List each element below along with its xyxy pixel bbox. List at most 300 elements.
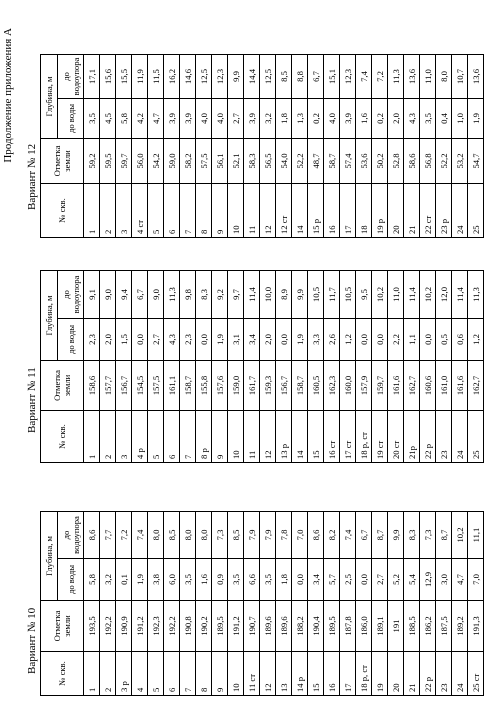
cell-to-aquitard: 7,4 (340, 512, 356, 559)
cell-elevation: 191 (388, 601, 404, 652)
cell-elevation: 59,7 (116, 139, 132, 184)
table-row (404, 55, 420, 238)
cell-to-aquitard: 15,6 (100, 55, 116, 99)
cell-well: 15 р (308, 184, 324, 238)
cell-well: 22 р (420, 411, 436, 463)
col-header-to-water: до воды (58, 99, 84, 139)
cell-to-water: 2,3 (180, 319, 196, 361)
cell-to-aquitard: 6,7 (132, 271, 148, 319)
cell-well: 4 (132, 652, 148, 696)
cell-well: 18 р, ст (356, 652, 372, 696)
cell-well: 4 р (132, 411, 148, 463)
table-row (148, 512, 164, 696)
col-header-to-aquitard: до водоупора (58, 512, 84, 559)
cell-to-aquitard: 13,6 (468, 55, 484, 99)
table-row (244, 55, 260, 238)
cell-to-water: 0,0 (196, 319, 212, 361)
cell-elevation: 159,7 (372, 361, 388, 411)
col-header-to-water: до воды (58, 319, 84, 361)
cell-elevation: 190,4 (308, 601, 324, 652)
cell-to-aquitard: 9,9 (292, 271, 308, 319)
table-row (164, 512, 180, 696)
cell-to-water: 4,2 (132, 99, 148, 139)
cell-to-water: 2,7 (148, 319, 164, 361)
cell-to-aquitard: 11,5 (148, 55, 164, 99)
cell-elevation: 56,0 (132, 139, 148, 184)
col-header-depth: Глубина, м (41, 55, 58, 139)
cell-to-aquitard: 11,3 (388, 55, 404, 99)
cell-to-water: 0,4 (436, 99, 452, 139)
cell-elevation: 160,0 (340, 361, 356, 411)
cell-to-water: 4,3 (164, 319, 180, 361)
cell-to-water: 4,0 (324, 99, 340, 139)
cell-to-aquitard: 8,9 (276, 271, 292, 319)
table-row (196, 512, 212, 696)
table-row (388, 512, 404, 696)
cell-elevation: 56,1 (212, 139, 228, 184)
variant-10-table (40, 511, 484, 696)
table-row (292, 55, 308, 238)
table-row (260, 55, 276, 238)
cell-elevation: 190,9 (116, 601, 132, 652)
table-row (404, 271, 420, 463)
cell-elevation: 193,5 (84, 601, 100, 652)
cell-well: 3 (116, 184, 132, 238)
cell-to-water: 2,0 (388, 99, 404, 139)
cell-to-aquitard: 9,9 (388, 512, 404, 559)
table-row (84, 271, 100, 463)
table-row (228, 271, 244, 463)
cell-well: 14 (292, 184, 308, 238)
cell-to-aquitard: 7,3 (212, 512, 228, 559)
col-header-well: № скв. (41, 652, 84, 696)
cell-well: 10 (228, 411, 244, 463)
cell-to-aquitard: 7,3 (420, 512, 436, 559)
cell-well: 7 (180, 652, 196, 696)
col-header-well: № скв. (41, 184, 84, 238)
table-row (116, 512, 132, 696)
variant-11-title: Вариант № 11 (26, 367, 38, 433)
cell-well: 15 (308, 411, 324, 463)
cell-to-water: 1,3 (292, 99, 308, 139)
cell-elevation: 161,6 (452, 361, 468, 411)
table-row (164, 271, 180, 463)
cell-to-water: 3,9 (340, 99, 356, 139)
cell-well: 9 (212, 411, 228, 463)
cell-to-aquitard: 11,1 (468, 512, 484, 559)
variant-11-table (40, 270, 484, 463)
cell-elevation: 186,2 (420, 601, 436, 652)
cell-to-water: 2,0 (100, 319, 116, 361)
cell-to-water: 1,6 (356, 99, 372, 139)
cell-to-water: 3,2 (260, 99, 276, 139)
cell-to-water: 0,1 (116, 559, 132, 601)
table-row (420, 512, 436, 696)
cell-to-aquitard: 12,0 (436, 271, 452, 319)
cell-to-aquitard: 9,0 (148, 271, 164, 319)
table-row (244, 271, 260, 463)
cell-to-aquitard: 6,7 (308, 55, 324, 99)
cell-well: 21 (404, 184, 420, 238)
cell-well: 2 (100, 652, 116, 696)
cell-elevation: 187,5 (436, 601, 452, 652)
cell-to-aquitard: 8,0 (196, 512, 212, 559)
table-row (324, 55, 340, 238)
cell-to-water: 1,8 (276, 99, 292, 139)
cell-well: 6 (164, 652, 180, 696)
cell-to-aquitard: 11,7 (324, 271, 340, 319)
cell-elevation: 189,2 (452, 601, 468, 652)
cell-well: 9 (212, 652, 228, 696)
cell-to-water: 4,5 (100, 99, 116, 139)
table-row (308, 512, 324, 696)
cell-to-aquitard: 8,6 (84, 512, 100, 559)
cell-elevation: 159,3 (260, 361, 276, 411)
cell-well: 16 (324, 652, 340, 696)
cell-to-water: 3,5 (180, 559, 196, 601)
cell-to-aquitard: 8,0 (180, 512, 196, 559)
cell-elevation: 156,7 (116, 361, 132, 411)
cell-elevation: 188,5 (404, 601, 420, 652)
cell-to-aquitard: 14,4 (244, 55, 260, 99)
cell-to-water: 3,4 (244, 319, 260, 361)
cell-well: 10 (228, 184, 244, 238)
cell-elevation: 161,1 (164, 361, 180, 411)
cell-to-water: 1,6 (196, 559, 212, 601)
cell-well: 11 ст (244, 652, 260, 696)
cell-to-aquitard: 8,7 (372, 512, 388, 559)
cell-to-water: 1,8 (276, 559, 292, 601)
cell-to-water: 0,6 (452, 319, 468, 361)
cell-well: 18 (356, 184, 372, 238)
cell-well: 8 р (196, 411, 212, 463)
cell-elevation: 191,2 (132, 601, 148, 652)
cell-to-water: 3,9 (180, 99, 196, 139)
cell-well: 7 (180, 411, 196, 463)
cell-elevation: 157,6 (212, 361, 228, 411)
col-header-elevation: Отметка земли (41, 361, 84, 411)
cell-well: 25 ст (468, 652, 484, 696)
cell-elevation: 58,7 (324, 139, 340, 184)
cell-to-aquitard: 17,1 (84, 55, 100, 99)
cell-to-aquitard: 11,3 (164, 271, 180, 319)
cell-to-aquitard: 9,0 (100, 271, 116, 319)
table-row (84, 55, 100, 238)
cell-elevation: 188,2 (292, 601, 308, 652)
table-row (148, 271, 164, 463)
cell-to-water: 2,5 (340, 559, 356, 601)
table-row (404, 512, 420, 696)
cell-to-water: 3,5 (420, 99, 436, 139)
cell-to-aquitard: 7,8 (276, 512, 292, 559)
cell-elevation: 52,2 (292, 139, 308, 184)
cell-to-aquitard: 10,7 (452, 55, 468, 99)
table-row (388, 55, 404, 238)
cell-to-water: 3,5 (228, 559, 244, 601)
table-row (180, 512, 196, 696)
cell-elevation: 189,6 (260, 601, 276, 652)
cell-to-aquitard: 8,3 (404, 512, 420, 559)
cell-elevation: 189,5 (212, 601, 228, 652)
table-row (468, 271, 484, 463)
cell-to-water: 1,5 (116, 319, 132, 361)
cell-to-aquitard: 7,4 (132, 512, 148, 559)
cell-well: 2 (100, 184, 116, 238)
cell-to-aquitard: 10,5 (308, 271, 324, 319)
col-header-to-aquitard: до водоупора (58, 271, 84, 319)
table-row (436, 271, 452, 463)
cell-to-water: 3,4 (308, 559, 324, 601)
cell-to-aquitard: 7,9 (260, 512, 276, 559)
col-header-depth: Глубина, м (41, 271, 58, 361)
variant-12-title: Вариант № 12 (26, 143, 38, 210)
cell-to-aquitard: 8,7 (436, 512, 452, 559)
cell-well: 25 (468, 411, 484, 463)
cell-well: 23 (436, 652, 452, 696)
cell-to-aquitard: 10,2 (372, 271, 388, 319)
cell-well: 20 (388, 652, 404, 696)
cell-elevation: 52,2 (436, 139, 452, 184)
cell-well: 8 (196, 652, 212, 696)
cell-well: 3 (116, 411, 132, 463)
cell-to-aquitard: 9,8 (180, 271, 196, 319)
cell-to-aquitard: 8,5 (276, 55, 292, 99)
cell-to-water: 0,2 (372, 99, 388, 139)
cell-to-water: 5,4 (404, 559, 420, 601)
table-row (164, 55, 180, 238)
table-row (420, 55, 436, 238)
cell-to-water: 0,5 (436, 319, 452, 361)
cell-well: 12 ст (276, 184, 292, 238)
cell-elevation: 162,7 (404, 361, 420, 411)
cell-elevation: 57,5 (196, 139, 212, 184)
cell-to-aquitard: 11,0 (388, 271, 404, 319)
cell-elevation: 156,7 (276, 361, 292, 411)
table-row (116, 55, 132, 238)
cell-to-aquitard: 11,4 (452, 271, 468, 319)
cell-to-water: 2,6 (324, 319, 340, 361)
cell-well: 12 (260, 652, 276, 696)
cell-to-aquitard: 9,7 (228, 271, 244, 319)
cell-well: 13 р (276, 411, 292, 463)
cell-to-water: 1,2 (468, 319, 484, 361)
cell-well: 10 (228, 652, 244, 696)
cell-elevation: 162,7 (468, 361, 484, 411)
table-row (100, 512, 116, 696)
cell-elevation: 161,6 (388, 361, 404, 411)
cell-to-aquitard: 10,0 (260, 271, 276, 319)
col-header-to-water: до воды (58, 559, 84, 601)
cell-well: 15 (308, 652, 324, 696)
cell-to-water: 4,7 (148, 99, 164, 139)
cell-elevation: 161,0 (436, 361, 452, 411)
cell-well: 8 (196, 184, 212, 238)
cell-elevation: 54,7 (468, 139, 484, 184)
cell-to-aquitard: 11,0 (420, 55, 436, 99)
cell-to-water: 0,0 (276, 319, 292, 361)
cell-elevation: 157,9 (356, 361, 372, 411)
cell-to-aquitard: 12,5 (260, 55, 276, 99)
cell-to-aquitard: 12,3 (340, 55, 356, 99)
cell-to-water: 1,0 (452, 99, 468, 139)
cell-to-aquitard: 11,4 (244, 271, 260, 319)
cell-to-water: 1,9 (292, 319, 308, 361)
cell-to-aquitard: 12,3 (212, 55, 228, 99)
table-row (372, 512, 388, 696)
cell-elevation: 192,2 (100, 601, 116, 652)
cell-elevation: 189,5 (324, 601, 340, 652)
cell-to-aquitard: 11,4 (404, 271, 420, 319)
cell-well: 13 (276, 652, 292, 696)
cell-well: 24 (452, 184, 468, 238)
cell-well: 25 (468, 184, 484, 238)
table-row (420, 271, 436, 463)
cell-to-water: 2,2 (388, 319, 404, 361)
cell-to-aquitard: 13,6 (404, 55, 420, 99)
cell-well: 5 (148, 184, 164, 238)
table-row (276, 512, 292, 696)
cell-to-water: 3,2 (100, 559, 116, 601)
cell-to-water: 0,0 (132, 319, 148, 361)
cell-well: 7 (180, 184, 196, 238)
table-row (452, 271, 468, 463)
cell-elevation: 187,8 (340, 601, 356, 652)
table-row (372, 271, 388, 463)
cell-elevation: 59,2 (84, 139, 100, 184)
cell-elevation: 192,3 (148, 601, 164, 652)
cell-to-water: 1,9 (132, 559, 148, 601)
cell-to-aquitard: 9,9 (228, 55, 244, 99)
cell-to-water: 1,9 (468, 99, 484, 139)
cell-to-water: 6,0 (164, 559, 180, 601)
cell-elevation: 53,6 (356, 139, 372, 184)
table-row (308, 271, 324, 463)
cell-to-water: 0,0 (420, 319, 436, 361)
cell-to-aquitard: 6,7 (356, 512, 372, 559)
table-row (116, 271, 132, 463)
cell-to-water: 0,0 (372, 319, 388, 361)
cell-elevation: 190,2 (196, 601, 212, 652)
table-row (180, 271, 196, 463)
cell-well: 11 (244, 411, 260, 463)
table-row (84, 512, 100, 696)
cell-elevation: 48,7 (308, 139, 324, 184)
cell-elevation: 59,5 (100, 139, 116, 184)
cell-to-water: 3,8 (148, 559, 164, 601)
cell-elevation: 54,0 (276, 139, 292, 184)
cell-elevation: 157,5 (148, 361, 164, 411)
cell-elevation: 189,6 (276, 601, 292, 652)
cell-well: 20 (388, 184, 404, 238)
cell-to-water: 3,9 (244, 99, 260, 139)
cell-to-aquitard: 7,2 (372, 55, 388, 99)
cell-elevation: 58,2 (180, 139, 196, 184)
cell-well: 17 ст (340, 411, 356, 463)
cell-well: 22 ст (420, 184, 436, 238)
cell-to-water: 4,7 (452, 559, 468, 601)
cell-to-aquitard: 8,6 (308, 512, 324, 559)
cell-to-water: 4,0 (212, 99, 228, 139)
cell-to-aquitard: 15,5 (116, 55, 132, 99)
cell-to-water: 3,5 (84, 99, 100, 139)
table-row (356, 271, 372, 463)
cell-well: 3 р (116, 652, 132, 696)
table-row (100, 55, 116, 238)
cell-well: 14 (292, 411, 308, 463)
cell-to-water: 5,8 (116, 99, 132, 139)
cell-well: 16 (324, 184, 340, 238)
cell-to-water: 0,2 (308, 99, 324, 139)
cell-well: 5 (148, 411, 164, 463)
table-row (340, 512, 356, 696)
cell-to-water: 4,3 (404, 99, 420, 139)
table-row (356, 55, 372, 238)
cell-to-water: 1,1 (404, 319, 420, 361)
table-row (100, 271, 116, 463)
cell-elevation: 160,5 (308, 361, 324, 411)
cell-elevation: 190,8 (180, 601, 196, 652)
cell-to-aquitard: 9,1 (84, 271, 100, 319)
cell-well: 4 ст (132, 184, 148, 238)
table-row (212, 271, 228, 463)
cell-elevation: 191,3 (468, 601, 484, 652)
table-row (436, 55, 452, 238)
table-row (388, 271, 404, 463)
cell-elevation: 155,8 (196, 361, 212, 411)
cell-to-water: 1,2 (340, 319, 356, 361)
cell-well: 12 (260, 184, 276, 238)
cell-well: 6 (164, 184, 180, 238)
cell-to-water: 2,0 (260, 319, 276, 361)
cell-well: 18 р, ст (356, 411, 372, 463)
cell-to-aquitard: 7,4 (356, 55, 372, 99)
table-row (324, 271, 340, 463)
variant-12-table (40, 54, 484, 238)
cell-well: 23 р (436, 184, 452, 238)
cell-well: 12 (260, 411, 276, 463)
cell-well: 1 (84, 652, 100, 696)
cell-to-water: 2,7 (372, 559, 388, 601)
cell-well: 5 (148, 652, 164, 696)
cell-to-water: 0,0 (356, 559, 372, 601)
cell-elevation: 56,5 (260, 139, 276, 184)
cell-to-water: 3,5 (260, 559, 276, 601)
cell-elevation: 58,3 (244, 139, 260, 184)
cell-elevation: 56,8 (420, 139, 436, 184)
table-row (228, 512, 244, 696)
cell-well: 14 р (292, 652, 308, 696)
cell-to-aquitard: 12,5 (196, 55, 212, 99)
cell-elevation: 161,7 (244, 361, 260, 411)
cell-to-aquitard: 10,2 (420, 271, 436, 319)
cell-elevation: 54,2 (148, 139, 164, 184)
cell-elevation: 157,7 (100, 361, 116, 411)
cell-to-water: 1,9 (212, 319, 228, 361)
table-row (260, 512, 276, 696)
variant-10-title: Вариант № 10 (26, 607, 38, 674)
table-row (468, 55, 484, 238)
cell-to-aquitard: 7,2 (116, 512, 132, 559)
table-row (276, 271, 292, 463)
appendix-title: Продолжение приложения А (2, 28, 14, 163)
cell-well: 9 (212, 184, 228, 238)
table-row (452, 55, 468, 238)
cell-well: 16 ст (324, 411, 340, 463)
cell-well: 6 (164, 411, 180, 463)
cell-well: 17 (340, 184, 356, 238)
col-header-to-aquitard: до водоупора (58, 55, 84, 99)
cell-to-aquitard: 9,5 (356, 271, 372, 319)
